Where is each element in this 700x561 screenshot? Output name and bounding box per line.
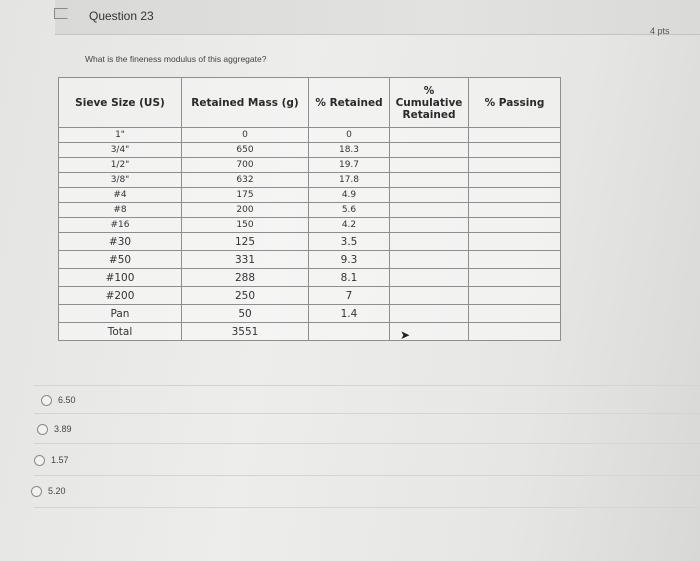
- table-cell: Total: [59, 323, 182, 341]
- divider: [34, 443, 700, 444]
- divider: [34, 507, 700, 508]
- table-cell: 50: [182, 305, 309, 323]
- question-prompt: What is the fineness modulus of this aggregate?: [85, 54, 267, 64]
- table-row: [59, 233, 561, 251]
- table-cell: [469, 143, 561, 158]
- table-cell: [390, 203, 469, 218]
- column-header: % Retained: [309, 78, 390, 128]
- table-cell: 175: [182, 188, 309, 203]
- table-cell: 17.8: [309, 173, 390, 188]
- table-cell: 7: [309, 287, 390, 305]
- divider: [34, 385, 700, 386]
- column-header: % Cumulative Retained: [390, 78, 469, 128]
- table-cell: [390, 269, 469, 287]
- table-row: [59, 143, 561, 158]
- divider: [34, 413, 700, 414]
- table-cell: [469, 251, 561, 269]
- table-cell: 0: [309, 128, 390, 143]
- table-cell: 0: [182, 128, 309, 143]
- table-row: [59, 269, 561, 287]
- table-cell: 3/8": [59, 173, 182, 188]
- table-cell: [469, 188, 561, 203]
- table-cell: [390, 128, 469, 143]
- table-row: [59, 305, 561, 323]
- table-cell: 5.6: [309, 203, 390, 218]
- column-header: Retained Mass (g): [182, 78, 309, 128]
- table-row: [59, 251, 561, 269]
- table-cell: 18.3: [309, 143, 390, 158]
- option-label: 3.89: [54, 424, 72, 434]
- table-cell: [469, 218, 561, 233]
- table-row: [59, 173, 561, 188]
- table-cell: [390, 173, 469, 188]
- mouse-pointer-icon: ➤: [400, 328, 411, 342]
- table-cell: [390, 251, 469, 269]
- option-label: 6.50: [58, 395, 76, 405]
- question-points: 4 pts: [650, 26, 670, 36]
- table-cell: 1/2": [59, 158, 182, 173]
- table-row: [59, 158, 561, 173]
- table-cell: [390, 233, 469, 251]
- table-row: [59, 323, 561, 341]
- table-cell: [390, 158, 469, 173]
- option-label: 1.57: [51, 455, 69, 465]
- table-cell: [469, 323, 561, 341]
- table-cell: [469, 173, 561, 188]
- table-cell: 3.5: [309, 233, 390, 251]
- radio-button[interactable]: [37, 424, 48, 435]
- table-cell: [390, 287, 469, 305]
- question-title: Question 23: [89, 9, 154, 23]
- table-cell: 650: [182, 143, 309, 158]
- table-cell: 1": [59, 128, 182, 143]
- table-cell: 331: [182, 251, 309, 269]
- table-cell: [309, 323, 390, 341]
- radio-button[interactable]: [41, 395, 52, 406]
- table-cell: 200: [182, 203, 309, 218]
- table-row: [59, 128, 561, 143]
- table-cell: 3/4": [59, 143, 182, 158]
- table-cell: 9.3: [309, 251, 390, 269]
- table-cell: [469, 233, 561, 251]
- table-cell: #200: [59, 287, 182, 305]
- table-row: [59, 203, 561, 218]
- radio-button[interactable]: [31, 486, 42, 497]
- sieve-analysis-table: [58, 77, 561, 341]
- table-cell: #4: [59, 188, 182, 203]
- table-cell: [390, 305, 469, 323]
- table-cell: Pan: [59, 305, 182, 323]
- column-header: % Passing: [469, 78, 561, 128]
- table-cell: #8: [59, 203, 182, 218]
- table-cell: 4.2: [309, 218, 390, 233]
- table-cell: [469, 128, 561, 143]
- table-header-row: [59, 78, 561, 128]
- table-cell: [469, 158, 561, 173]
- table-cell: 125: [182, 233, 309, 251]
- table-cell: [390, 218, 469, 233]
- table-row: [59, 188, 561, 203]
- table-row: [59, 218, 561, 233]
- table-cell: 632: [182, 173, 309, 188]
- table-cell: 250: [182, 287, 309, 305]
- table-cell: 8.1: [309, 269, 390, 287]
- radio-button[interactable]: [34, 455, 45, 466]
- table-cell: 1.4: [309, 305, 390, 323]
- table-row: [59, 287, 561, 305]
- table-cell: [469, 203, 561, 218]
- table-cell: #16: [59, 218, 182, 233]
- column-header: Sieve Size (US): [59, 78, 182, 128]
- table-cell: 288: [182, 269, 309, 287]
- table-cell: 3551: [182, 323, 309, 341]
- table-cell: 700: [182, 158, 309, 173]
- table-cell: [469, 269, 561, 287]
- table-cell: 19.7: [309, 158, 390, 173]
- table-cell: 4.9: [309, 188, 390, 203]
- table-cell: 150: [182, 218, 309, 233]
- table-cell: [469, 287, 561, 305]
- table-cell: [469, 305, 561, 323]
- table-cell: #30: [59, 233, 182, 251]
- divider: [34, 475, 700, 476]
- option-label: 5.20: [48, 486, 66, 496]
- table-cell: #50: [59, 251, 182, 269]
- table-cell: #100: [59, 269, 182, 287]
- table-cell: [390, 143, 469, 158]
- table-cell: [390, 188, 469, 203]
